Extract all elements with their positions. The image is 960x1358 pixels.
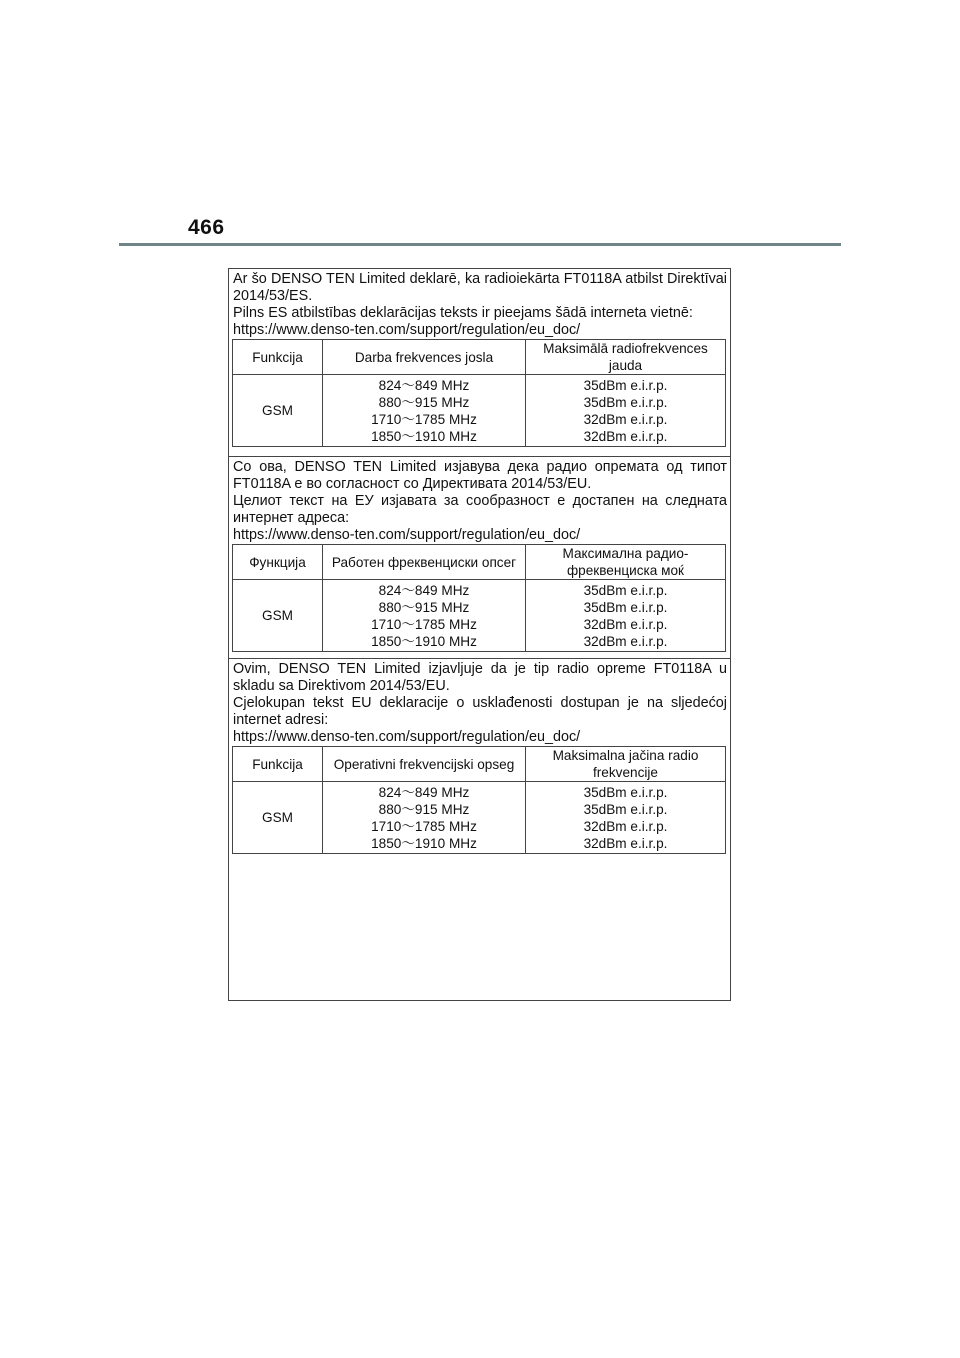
function-value: GSM (233, 782, 323, 854)
table-row (233, 782, 726, 854)
declaration-section-latvian (229, 269, 730, 447)
table-row (233, 375, 726, 447)
table-header-row (233, 747, 726, 782)
power-value: 32dBm e.i.r.p. (583, 633, 668, 649)
frequency-value: 880～915 MHz (378, 599, 470, 615)
declaration-box (228, 268, 731, 1001)
frequency-list (323, 782, 526, 854)
power-value: 32dBm e.i.r.p. (583, 616, 668, 632)
declaration-section-macedonian (229, 456, 730, 652)
table-header-row (233, 545, 726, 580)
power-value: 35dBm e.i.r.p. (583, 599, 668, 615)
table-row (233, 580, 726, 652)
declaration-availability: Pilns ES atbilstības deklarācijas teksts ir pieejams šādā interneta vietnē: (233, 305, 693, 321)
header-frequency-band: Darba frekvences josla (323, 340, 526, 375)
frequency-value: 1850～1910 MHz (371, 428, 477, 444)
frequency-value: 1710～1785 MHz (371, 818, 477, 834)
declaration-statement: Ar šo DENSO TEN Limited deklarē, ka radioiekārta FT0118A atbilst Direktīvai 2014/53/ES. (233, 271, 731, 304)
frequency-value: 1850～1910 MHz (371, 835, 477, 851)
declaration-availability: Cjelokupan tekst EU deklaracije o usklađenosti dostupan je na sljedećoj internet adresi: (233, 695, 731, 728)
power-value: 32dBm e.i.r.p. (583, 411, 668, 427)
header-rule (119, 243, 841, 246)
function-value: GSM (233, 375, 323, 447)
frequency-table (232, 544, 726, 652)
frequency-value: 824～849 MHz (378, 377, 470, 393)
header-frequency-band: Работен фреквенциски опсег (323, 545, 526, 580)
frequency-list (323, 375, 526, 447)
table-header-row (233, 340, 726, 375)
header-max-power: Максимална радио-фреквенциска моќ (526, 545, 726, 580)
declaration-url: https://www.denso-ten.com/support/regulation/eu_doc/ (233, 729, 581, 745)
header-frequency-band: Operativni frekvencijski opseg (323, 747, 526, 782)
header-max-power: Maksimālā radiofrekvences jauda (526, 340, 726, 375)
frequency-value: 1710～1785 MHz (371, 411, 477, 427)
function-value: GSM (233, 580, 323, 652)
header-function: Funkcija (233, 340, 323, 375)
power-value: 35dBm e.i.r.p. (583, 582, 668, 598)
power-value: 32dBm e.i.r.p. (583, 835, 668, 851)
power-list (526, 580, 726, 652)
page-number: 466 (188, 216, 225, 239)
frequency-value: 880～915 MHz (378, 394, 470, 410)
frequency-value: 824～849 MHz (378, 582, 470, 598)
frequency-value: 880～915 MHz (378, 801, 470, 817)
power-value: 32dBm e.i.r.p. (583, 818, 668, 834)
declaration-url: https://www.denso-ten.com/support/regulation/eu_doc/ (233, 527, 581, 543)
power-value: 32dBm e.i.r.p. (583, 428, 668, 444)
declaration-statement: Ovim, DENSO TEN Limited izjavljuje da je tip radio opreme FT0118A u skladu sa Direktivom 2014/53/EU. (233, 661, 731, 694)
header-function: Funkcija (233, 747, 323, 782)
declaration-statement: Со ова, DENSO TEN Limited изјавува дека радио опремата од типот FT0118A е во согласност со Директивата 2014/53/EU. (233, 459, 731, 492)
frequency-table (232, 339, 726, 447)
frequency-table (232, 746, 726, 854)
frequency-value: 1710～1785 MHz (371, 616, 477, 632)
header-function: Функција (233, 545, 323, 580)
declaration-availability: Целиот текст на ЕУ изјавата за сообразност е достапен на следната интернет адреса: (233, 493, 731, 526)
power-list (526, 782, 726, 854)
frequency-list (323, 580, 526, 652)
power-list (526, 375, 726, 447)
header-max-power: Maksimalna jačina radio frekvencije (526, 747, 726, 782)
power-value: 35dBm e.i.r.p. (583, 784, 668, 800)
power-value: 35dBm e.i.r.p. (583, 801, 668, 817)
declaration-section-bosnian (229, 658, 730, 854)
frequency-value: 1850～1910 MHz (371, 633, 477, 649)
power-value: 35dBm e.i.r.p. (583, 377, 668, 393)
power-value: 35dBm e.i.r.p. (583, 394, 668, 410)
declaration-url: https://www.denso-ten.com/support/regulation/eu_doc/ (233, 322, 581, 338)
frequency-value: 824～849 MHz (378, 784, 470, 800)
